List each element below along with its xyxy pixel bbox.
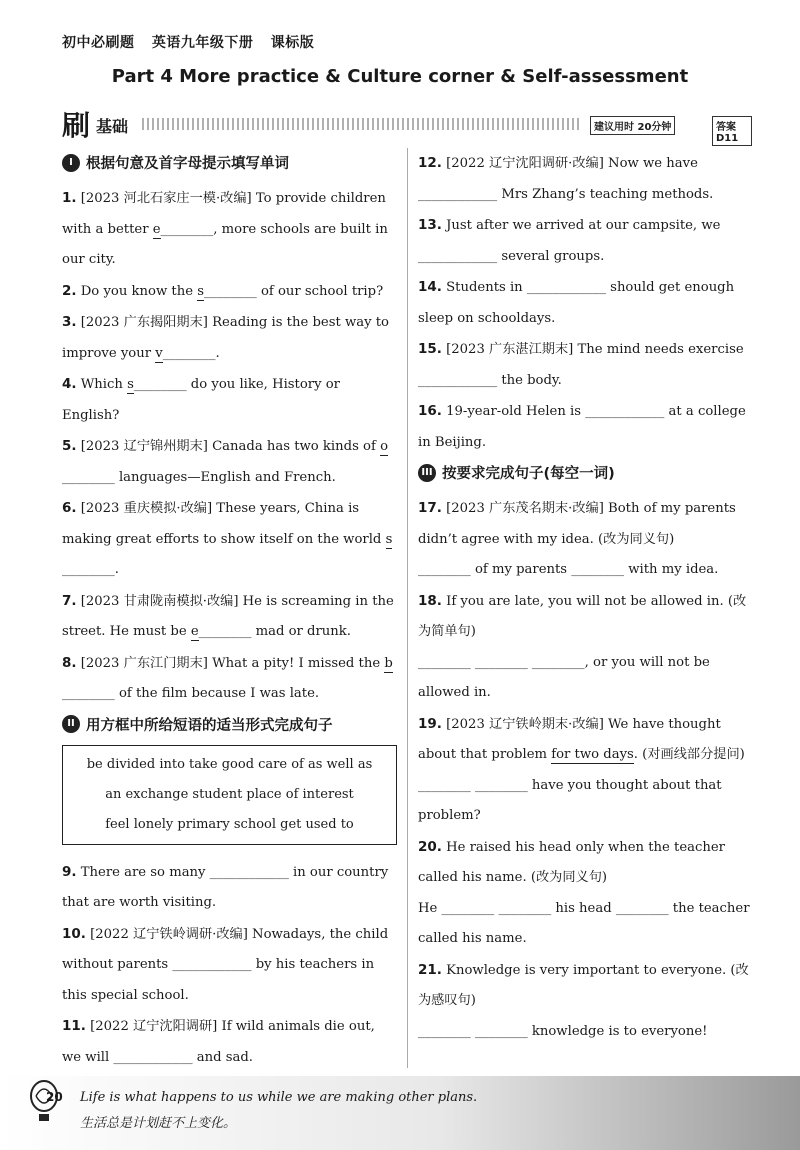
question-number: 8. — [62, 654, 77, 671]
question-number: 9. — [62, 863, 77, 880]
answer-line: He ________ ________ his head ________ the teacher called his name. — [418, 900, 750, 946]
question-18 — [418, 586, 753, 709]
question-number: 14. — [418, 279, 442, 295]
running-header — [62, 32, 326, 52]
section-banner — [62, 104, 752, 144]
question-text: [2023 河北石家庄一模·改编] To provide children with a better — [62, 191, 386, 237]
page-title: Part 4 More practice & Culture corner & Self-assessment — [111, 66, 689, 87]
question-15 — [418, 334, 753, 396]
question-number: 10. — [62, 925, 86, 942]
section-number-badge: I — [62, 154, 80, 172]
question-text: . (对画线部分提问) — [633, 747, 745, 762]
question-text: 19-year-old Helen is ____________ at a college in Beijing. — [418, 404, 746, 450]
question-text: Just after we arrived at our campsite, we ____________ several groups. — [418, 218, 721, 264]
question-number: 16. — [418, 403, 442, 419]
question-number: 5. — [62, 438, 77, 454]
question-number: 20. — [418, 838, 442, 855]
question-4 — [62, 369, 397, 431]
underlined-phrase: for two days — [551, 747, 634, 762]
subject-name: 英语九年级下册 — [151, 35, 254, 51]
section-1-heading — [62, 152, 397, 173]
question-number: 2. — [62, 282, 77, 299]
question-text: He raised his head only when the teacher called his name. (改为同义句) — [418, 839, 725, 885]
question-1 — [62, 183, 397, 276]
question-text: ________. — [62, 562, 119, 577]
question-text: ________, more schools are built in our city. — [62, 221, 388, 267]
section-title: 按要求完成句子(每空一词) — [442, 466, 615, 482]
blank: s — [127, 377, 134, 392]
question-text: [2022 辽宁沈阳调研] If wild animals die out, we will ____________ and sad. — [62, 1019, 375, 1065]
question-14 — [418, 272, 753, 334]
question-text: There are so many ____________ in our country that are worth visiting. — [62, 864, 389, 910]
question-text: [2022 辽宁沈阳调研·改编] Now we have ____________ Mrs Zhang’s teaching methods. — [418, 156, 714, 202]
question-20 — [418, 832, 753, 955]
answer-ref: 答案 D11 — [712, 116, 752, 146]
question-number: 4. — [62, 376, 77, 392]
question-5 — [62, 431, 397, 493]
question-text: [2023 辽宁铁岭期末·改编] We have thought about that problem — [418, 716, 721, 762]
answer-line: ________ of my parents ________ with my idea. — [418, 562, 719, 577]
question-number: 19. — [418, 715, 442, 732]
question-11 — [62, 1011, 397, 1073]
phrase-row: an exchange student place of interest — [105, 786, 354, 802]
edition-name: 课标版 — [270, 35, 315, 51]
question-17 — [418, 493, 753, 586]
question-10 — [62, 919, 397, 1012]
question-number: 21. — [418, 961, 442, 978]
question-6 — [62, 493, 397, 586]
section-title: 用方框中所给短语的适当形式完成句子 — [86, 717, 333, 734]
question-9 — [62, 857, 397, 919]
section-2-heading — [62, 714, 397, 735]
blank: s — [197, 283, 204, 299]
question-text: ________ of our school trip? — [204, 283, 384, 299]
brand-mark: 刷 — [62, 109, 91, 142]
answer-line: ________ ________ knowledge is to everyone! — [418, 1023, 708, 1039]
blank: o — [380, 439, 389, 454]
section-3-heading — [418, 462, 753, 483]
question-text: ________ do you like, History or English? — [62, 377, 340, 423]
question-text: Knowledge is very important to everyone. (改为感叹句) — [418, 962, 749, 1008]
column-divider — [407, 148, 408, 1068]
question-number: 1. — [62, 190, 77, 206]
question-text: [2023 广东揭阳期末] Reading is the best way to improve your — [62, 315, 389, 361]
question-19 — [418, 709, 753, 832]
question-number: 6. — [62, 500, 77, 516]
question-text: ________. — [162, 345, 220, 361]
blank: e — [152, 221, 161, 237]
question-number: 17. — [418, 500, 442, 516]
question-21 — [418, 955, 753, 1048]
question-12 — [418, 148, 753, 210]
blank: b — [384, 655, 393, 671]
question-text: [2023 广东茂名期末·改编] Both of my parents didn’t agree with my idea. (改为同义句) — [418, 501, 736, 547]
question-text: [2023 辽宁锦州期末] Canada has two kinds of — [80, 439, 381, 454]
section-number-badge: II — [62, 715, 80, 733]
question-text: Do you know the — [80, 283, 198, 299]
question-text: Students in ____________ should get enough sleep on schooldays. — [418, 280, 735, 326]
phrase-row: feel lonely primary school get used to — [105, 816, 354, 832]
question-13 — [418, 210, 753, 272]
question-text: [2023 甘肃陇南模拟·改编] He is screaming in the street. He must be — [62, 593, 394, 639]
question-text: ________ mad or drunk. — [198, 624, 351, 639]
decorative-stripes — [142, 118, 582, 130]
suggested-time: 建议用时 20分钟 — [590, 116, 675, 135]
question-text: [2023 重庆模拟·改编] These years, China is making great efforts to show itself on the world — [62, 501, 386, 547]
page-number: 20 — [46, 1090, 63, 1104]
blank: e — [190, 624, 199, 639]
question-number: 18. — [418, 592, 442, 609]
series-name: 初中必刷题 — [62, 35, 135, 51]
question-number: 15. — [418, 341, 442, 357]
answer-line: ________ ________ have you thought about that problem? — [418, 777, 722, 823]
question-text: ________ of the film because I was late. — [62, 686, 320, 701]
question-7 — [62, 586, 397, 648]
page-footer — [0, 1076, 800, 1150]
question-number: 3. — [62, 314, 77, 330]
question-number: 12. — [418, 155, 442, 171]
blank: v — [155, 345, 163, 361]
section-number-badge: III — [418, 464, 436, 482]
footer-quote-zh: 生活总是计划赶不上变化。 — [80, 1116, 237, 1131]
question-number: 7. — [62, 592, 77, 609]
right-column — [418, 148, 753, 1047]
question-16 — [418, 396, 753, 458]
question-number: 11. — [62, 1018, 86, 1034]
question-2 — [62, 276, 397, 308]
question-text: [2023 广东江门期末] What a pity! I missed the — [80, 655, 385, 671]
blank: s — [385, 531, 393, 547]
question-number: 13. — [418, 217, 442, 233]
question-text: [2022 辽宁铁岭调研·改编] Nowadays, the child without parents ____________ by his teachers in this special school. — [62, 926, 389, 1003]
phrase-box — [62, 745, 397, 845]
question-text: If you are late, you will not be allowed in. (改为简单句) — [418, 593, 747, 639]
footer-quote-en: Life is what happens to us while we are making other plans. — [80, 1090, 478, 1105]
question-text: ________ languages—English and French. — [62, 469, 336, 485]
section-title: 根据句意及首字母提示填写单词 — [86, 156, 289, 172]
question-3 — [62, 307, 397, 369]
answer-line: ________ ________ ________, or you will not be allowed in. — [418, 654, 710, 700]
question-text: [2023 广东湛江期末] The mind needs exercise ____________ the body. — [418, 342, 744, 388]
brand-label: 基础 — [96, 117, 129, 136]
left-column — [62, 148, 397, 1073]
question-8 — [62, 648, 397, 710]
question-text: Which — [80, 377, 128, 392]
phrase-row: be divided into take good care of as well as — [86, 756, 373, 772]
